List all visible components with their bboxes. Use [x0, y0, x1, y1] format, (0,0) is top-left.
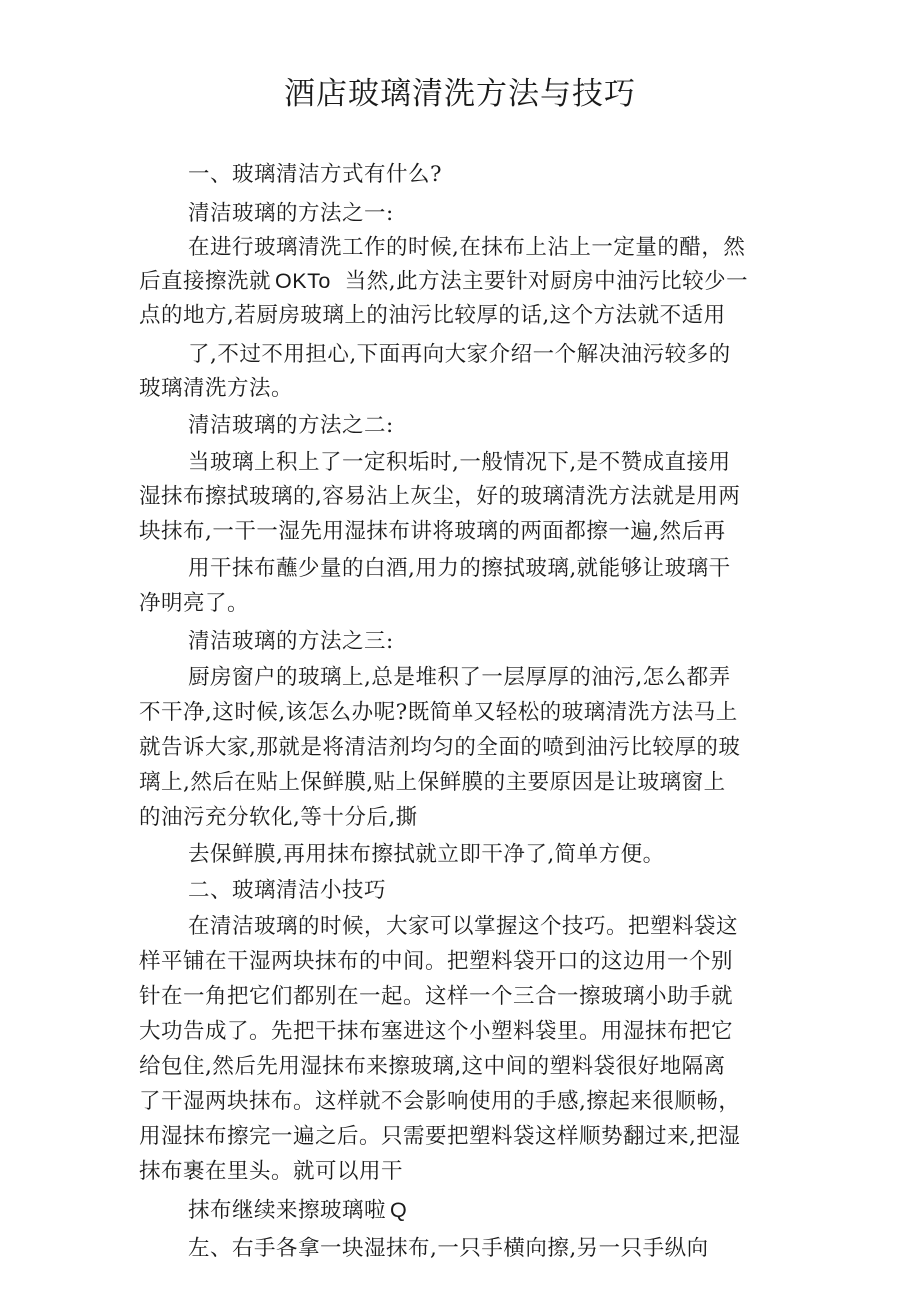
paragraph-line: 样平铺在干湿两块抹布的中间。把塑料袋开口的这边用一个别 [139, 949, 734, 974]
paragraph-line: 针在一角把它们都别在一起。这样一个三合一擦玻璃小助手就 [139, 984, 734, 1009]
method-heading: 清洁玻璃的方法之三: [188, 629, 394, 654]
paragraph-line: 净明亮了。 [139, 591, 250, 616]
paragraph-line: 在清洁玻璃的时候，大家可以掌握这个技巧。把塑料袋这 [188, 914, 739, 939]
paragraph-line: 用湿抹布擦完一遍之后。只需要把塑料袋这样顺势翻过来,把湿 [139, 1124, 741, 1149]
paragraph-line: 去保鲜膜,再用抹布擦拭就立即干净了,简单方便。 [188, 842, 665, 867]
method-heading: 清洁玻璃的方法之一: [188, 201, 394, 226]
paragraph-line: 给包住,然后先用湿抹布来擦玻璃,这中间的塑料袋很好地隔离 [139, 1054, 726, 1079]
paragraph-line: 就告诉大家,那就是将清洁剂均匀的全面的喷到油污比较厚的玻 [139, 735, 741, 760]
paragraph-line: 点的地方,若厨房玻璃上的油污比较厚的话,这个方法就不适用 [139, 303, 726, 328]
method-heading: 清洁玻璃的方法之二: [188, 413, 394, 438]
paragraph-line [139, 266, 748, 297]
paragraph-line: 抹布裹在里头。就可以用干 [139, 1159, 404, 1184]
paragraph-text: 抹布继续来擦玻璃啦 [188, 1198, 387, 1223]
paragraph-line: 用干抹布蘸少量的白酒,用力的擦拭玻璃,就能够让玻璃干 [188, 556, 731, 581]
paragraph-line: 当玻璃上积上了一定积垢时,一般情况下,是不赞成直接用 [188, 450, 731, 475]
paragraph-text: Q [390, 1198, 408, 1222]
paragraph-line: 了干湿两块抹布。这样就不会影响使用的手感,擦起来很顺畅， [139, 1089, 741, 1114]
paragraph-line [188, 1195, 407, 1226]
section-heading: 二、玻璃清洁小技巧 [188, 878, 387, 903]
paragraph-line: 左、右手各拿一块湿抹布,一只手横向擦,另一只手纵向 [188, 1236, 709, 1261]
document-title: 酒店玻璃清洗方法与技巧 [284, 76, 636, 112]
paragraph-text: 当然,此方法主要针对厨房中油污比较少一 [344, 269, 749, 294]
paragraph-line: 厨房窗户的玻璃上,总是堆积了一层厚厚的油污,怎么都弄 [188, 665, 731, 690]
paragraph-line: 大功告成了。先把干抹布塞进这个小塑料袋里。用湿抹布把它 [139, 1019, 734, 1044]
section-heading: 一、玻璃清洁方式有什么? [188, 162, 443, 187]
paragraph-text: OKTo [275, 269, 331, 293]
paragraph-line: 块抹布,一干一湿先用湿抹布讲将玻璃的两面都擦一遍,然后再 [139, 519, 726, 544]
paragraph-line: 玻璃清洗方法。 [139, 376, 294, 401]
paragraph-line: 不干净,这时候,该怎么办呢?既简单又轻松的玻璃清洗方法马上 [139, 700, 738, 725]
paragraph-line: 湿抹布擦拭玻璃的,容易沾上灰尘，好的玻璃清洗方法就是用两 [139, 484, 741, 509]
paragraph-line: 的油污充分软化,等十分后,撕 [139, 805, 418, 830]
paragraph-text: 后直接擦洗就 [139, 269, 272, 294]
paragraph-line: 璃上,然后在贴上保鲜膜,贴上保鲜膜的主要原因是让玻璃窗上 [139, 770, 726, 795]
paragraph-line: 了,不过不用担心,下面再向大家介绍一个解决油污较多的 [188, 342, 731, 367]
paragraph-line: 在进行玻璃清洗工作的时候,在抹布上沾上一定量的醋，然 [188, 235, 746, 260]
